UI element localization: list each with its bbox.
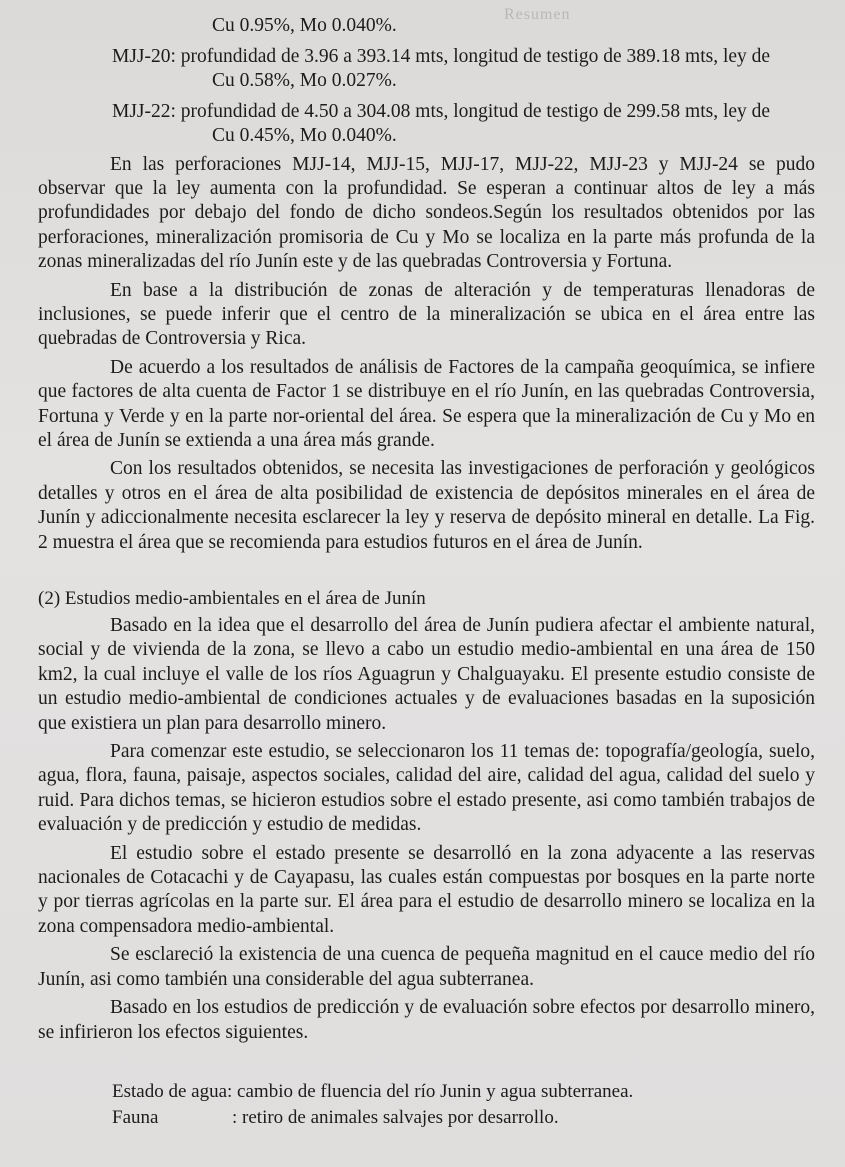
paragraph-factores-geoquimica: De acuerdo a los resultados de análisis de Factores de la campaña geoquímica, se infiere que factores de alta cuenta de Factor 1 se distribuye en el río Junín, en las quebradas Controversia, Fortuna y Verde y en la parte nor-oriental del área. Se espera que la mineralización de Cu y Mo en el área de Junín se extienda a una área más grande. [38, 356, 815, 451]
results-paragraphs [38, 153, 815, 556]
paragraph-estado-presente: El estudio sobre el estado presente se desarrolló en la zona adyacente a las reservas nacionales de Cotacachi y de Cayapasu, las cuales están compuestas por bosques en la parte norte y por tierras agrícolas en la parte sur. El área para el estudio de desarrollo minero se localiza en la zona compensadora medio-ambiental. [38, 842, 815, 937]
section-title: (2) Estudios medio-ambientales en el área de Junín [38, 588, 426, 609]
paragraph-temas: Para comenzar este estudio, se seleccionaron los 11 temas de: topografía/geología, suelo, agua, flora, fauna, paisaje, aspectos sociales, calidad del aire, calidad del agua, calidad del suelo y ruid. Para dichos temas, se hicieron estudios sobre el estado presente, asi como también trabajos de evaluación y de predicción y estudio de medidas. [38, 741, 815, 836]
list-item [112, 1079, 815, 1105]
paragraph-cuenca: Se esclareció la existencia de una cuenca de pequeña magnitud en el cauce medio del río Junín, asi como también una considerable del agua subterranea. [38, 944, 815, 990]
paragraph-estudio-medioambiental: Basado en la idea que el desarrollo del área de Junín pudiera afectar el ambiente natural, social y de vivienda de la zona, se llevo a cabo un estudio medio-ambiental en una área de 150 km2, la cual incluye el valle de los ríos Aguagrun y Chalguayaku. El presente estudio consiste de un estudio medio-ambiental de condiciones actuales y de evaluaciones basadas en la suposición que existiera un plan para desarrollo minero. [38, 615, 815, 734]
mjj20-line1: MJJ-20: profundidad de 3.96 a 393.14 mts, longitud de testigo de 389.18 mts, ley de [112, 45, 771, 67]
drill-results [38, 0, 815, 149]
environmental-paragraphs [38, 614, 815, 1045]
mjj22-line1: MJJ-22: profundidad de 4.50 a 304.08 mts, longitud de testigo de 299.58 mts, ley de [112, 100, 771, 122]
effect-description: : retiro de animales salvajes por desarrollo. [232, 1106, 559, 1128]
bleed-through-heading: Resumen [504, 6, 571, 23]
list-item [112, 1105, 815, 1131]
effect-term: Estado de agua [112, 1080, 228, 1102]
effects-list [38, 1079, 815, 1131]
paragraph-investigaciones: Con los resultados obtenidos, se necesita las investigaciones de perforación y geológicos detalles y otros en el área de alta posibilidad de existencia de depósitos minerales en el área de Junín y adiccionalmente necesita esclarecer la ley y reserva de depósito mineral en detalle. La Fig. 2 muestra el área que se recomienda para estudios futuros en el área de Junín. [38, 458, 815, 553]
mjj-top-continuation: Cu 0.95%, Mo 0.040%. [212, 15, 397, 36]
paragraph-efectos: Basado en los estudios de predicción y de evaluación sobre efectos por desarrollo minero, se infirieron los efectos siguientes. [38, 997, 815, 1043]
mjj22-line2: Cu 0.45%, Mo 0.040%. [212, 125, 397, 146]
paragraph-centro-mineralizacion: En base a la distribución de zonas de alteración y de temperaturas llenadoras de inclusiones, se puede inferir que el centro de la mineralización se ubica en el área entre las quebradas de Controversia y Rica. [38, 279, 815, 350]
mjj20-line2: Cu 0.58%, Mo 0.027%. [212, 70, 397, 91]
effect-description: : cambio de fluencia del río Junin y agua subterranea. [227, 1080, 634, 1102]
effect-term: Fauna [112, 1106, 159, 1128]
paragraph-ley-profundidad: En las perforaciones MJJ-14, MJJ-15, MJJ-17, MJJ-22, MJJ-23 y MJJ-24 se pudo observar que la ley aumenta con la profundidad. Se esperan a continuar altos de ley a más profundidades por debajo del fondo de dicho sondeos.Según los resultados obtenidos por las perforaciones, mineralización promisoria de Cu y Mo se localiza en la parte más profunda de la zonas mineralizadas del río Junín este y de las quebradas Controversia y Fortuna. [38, 153, 815, 273]
